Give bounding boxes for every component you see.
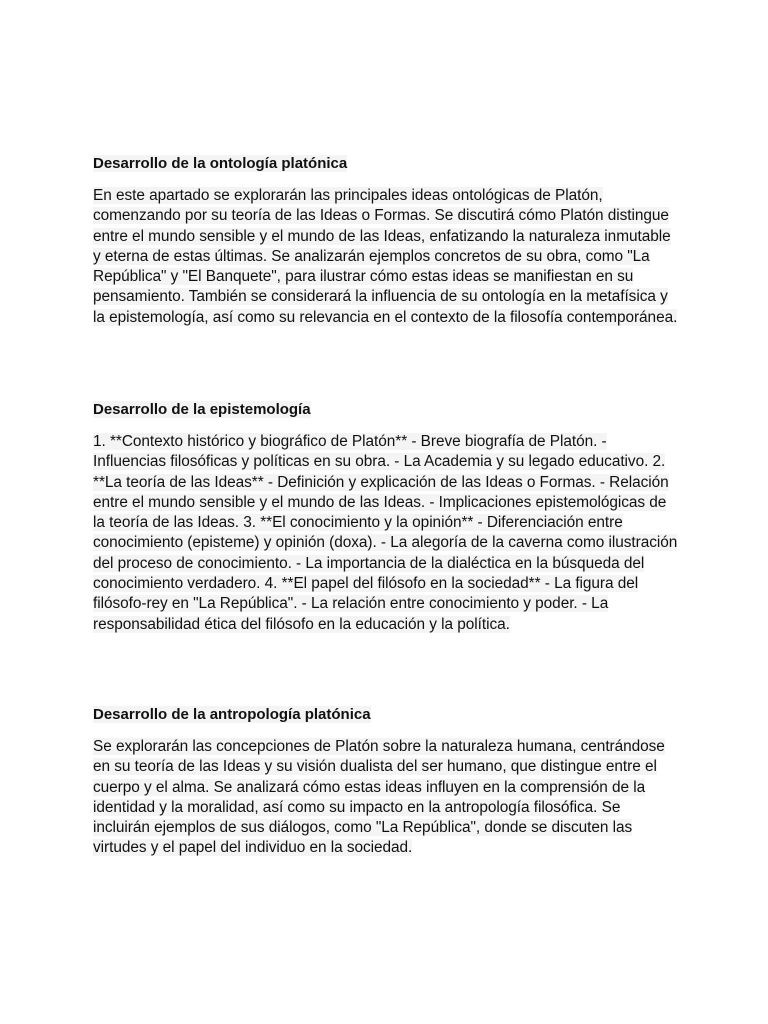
section-epistemology — [93, 401, 678, 635]
section-anthropology — [93, 706, 678, 859]
section-heading: Desarrollo de la antropología platónica — [93, 706, 371, 723]
section-heading: Desarrollo de la ontología platónica — [93, 155, 348, 172]
section-paragraph: 1. **Contexto histórico y biográfico de Platón** - Breve biografía de Platón. - Influencias filosóficas y políticas en su obra. - La Academia y su legado educativo. 2. **La teoría de las Ideas** - Definición y explicación de las Ideas o Formas. - Relación entre el mundo sensible y el mundo de las Ideas. - Implicaciones epistemológicas de la teoría de las Ideas. 3. **El conocimiento y la opinión** - Diferenciación entre conocimiento (episteme) y opinión (doxa). - La alegoría de la caverna como ilustración del proceso de conocimiento. - La importancia de la dialéctica en la búsqueda del conocimiento verdadero. 4. **El papel del filósofo en la sociedad** - La figura del filósofo-rey en "La República". - La relación entre conocimiento y poder. - La responsabilidad ética del filósofo en la educación y la política. — [93, 433, 678, 633]
section-heading: Desarrollo de la epistemología — [93, 401, 311, 418]
section-ontology — [93, 155, 678, 328]
section-paragraph: Se explorarán las concepciones de Platón sobre la naturaleza humana, centrándose en su teoría de las Ideas y su visión dualista del ser humano, que distingue entre el cuerpo y el alma. Se analizará cómo estas ideas influyen en la comprensión de la identidad y la moralidad, así como su impacto en la antropología filosófica. Se incluirán ejemplos de sus diálogos, como "La República", donde se discuten las virtudes y el papel del individuo en la sociedad. — [93, 738, 665, 857]
section-paragraph: En este apartado se explorarán las principales ideas ontológicas de Platón, comenzando por su teoría de las Ideas o Formas. Se discutirá cómo Platón distingue entre el mundo sensible y el mundo de las Ideas, enfatizando la naturaleza inmutable y eterna de estas últimas. Se analizarán ejemplos concretos de su obra, como "La República" y "El Banquete", para ilustrar cómo estas ideas se manifiestan en su pensamiento. También se considerará la influencia de su ontología en la metafísica y la epistemología, así como su relevancia en el contexto de la filosofía contemporánea. — [93, 187, 678, 326]
